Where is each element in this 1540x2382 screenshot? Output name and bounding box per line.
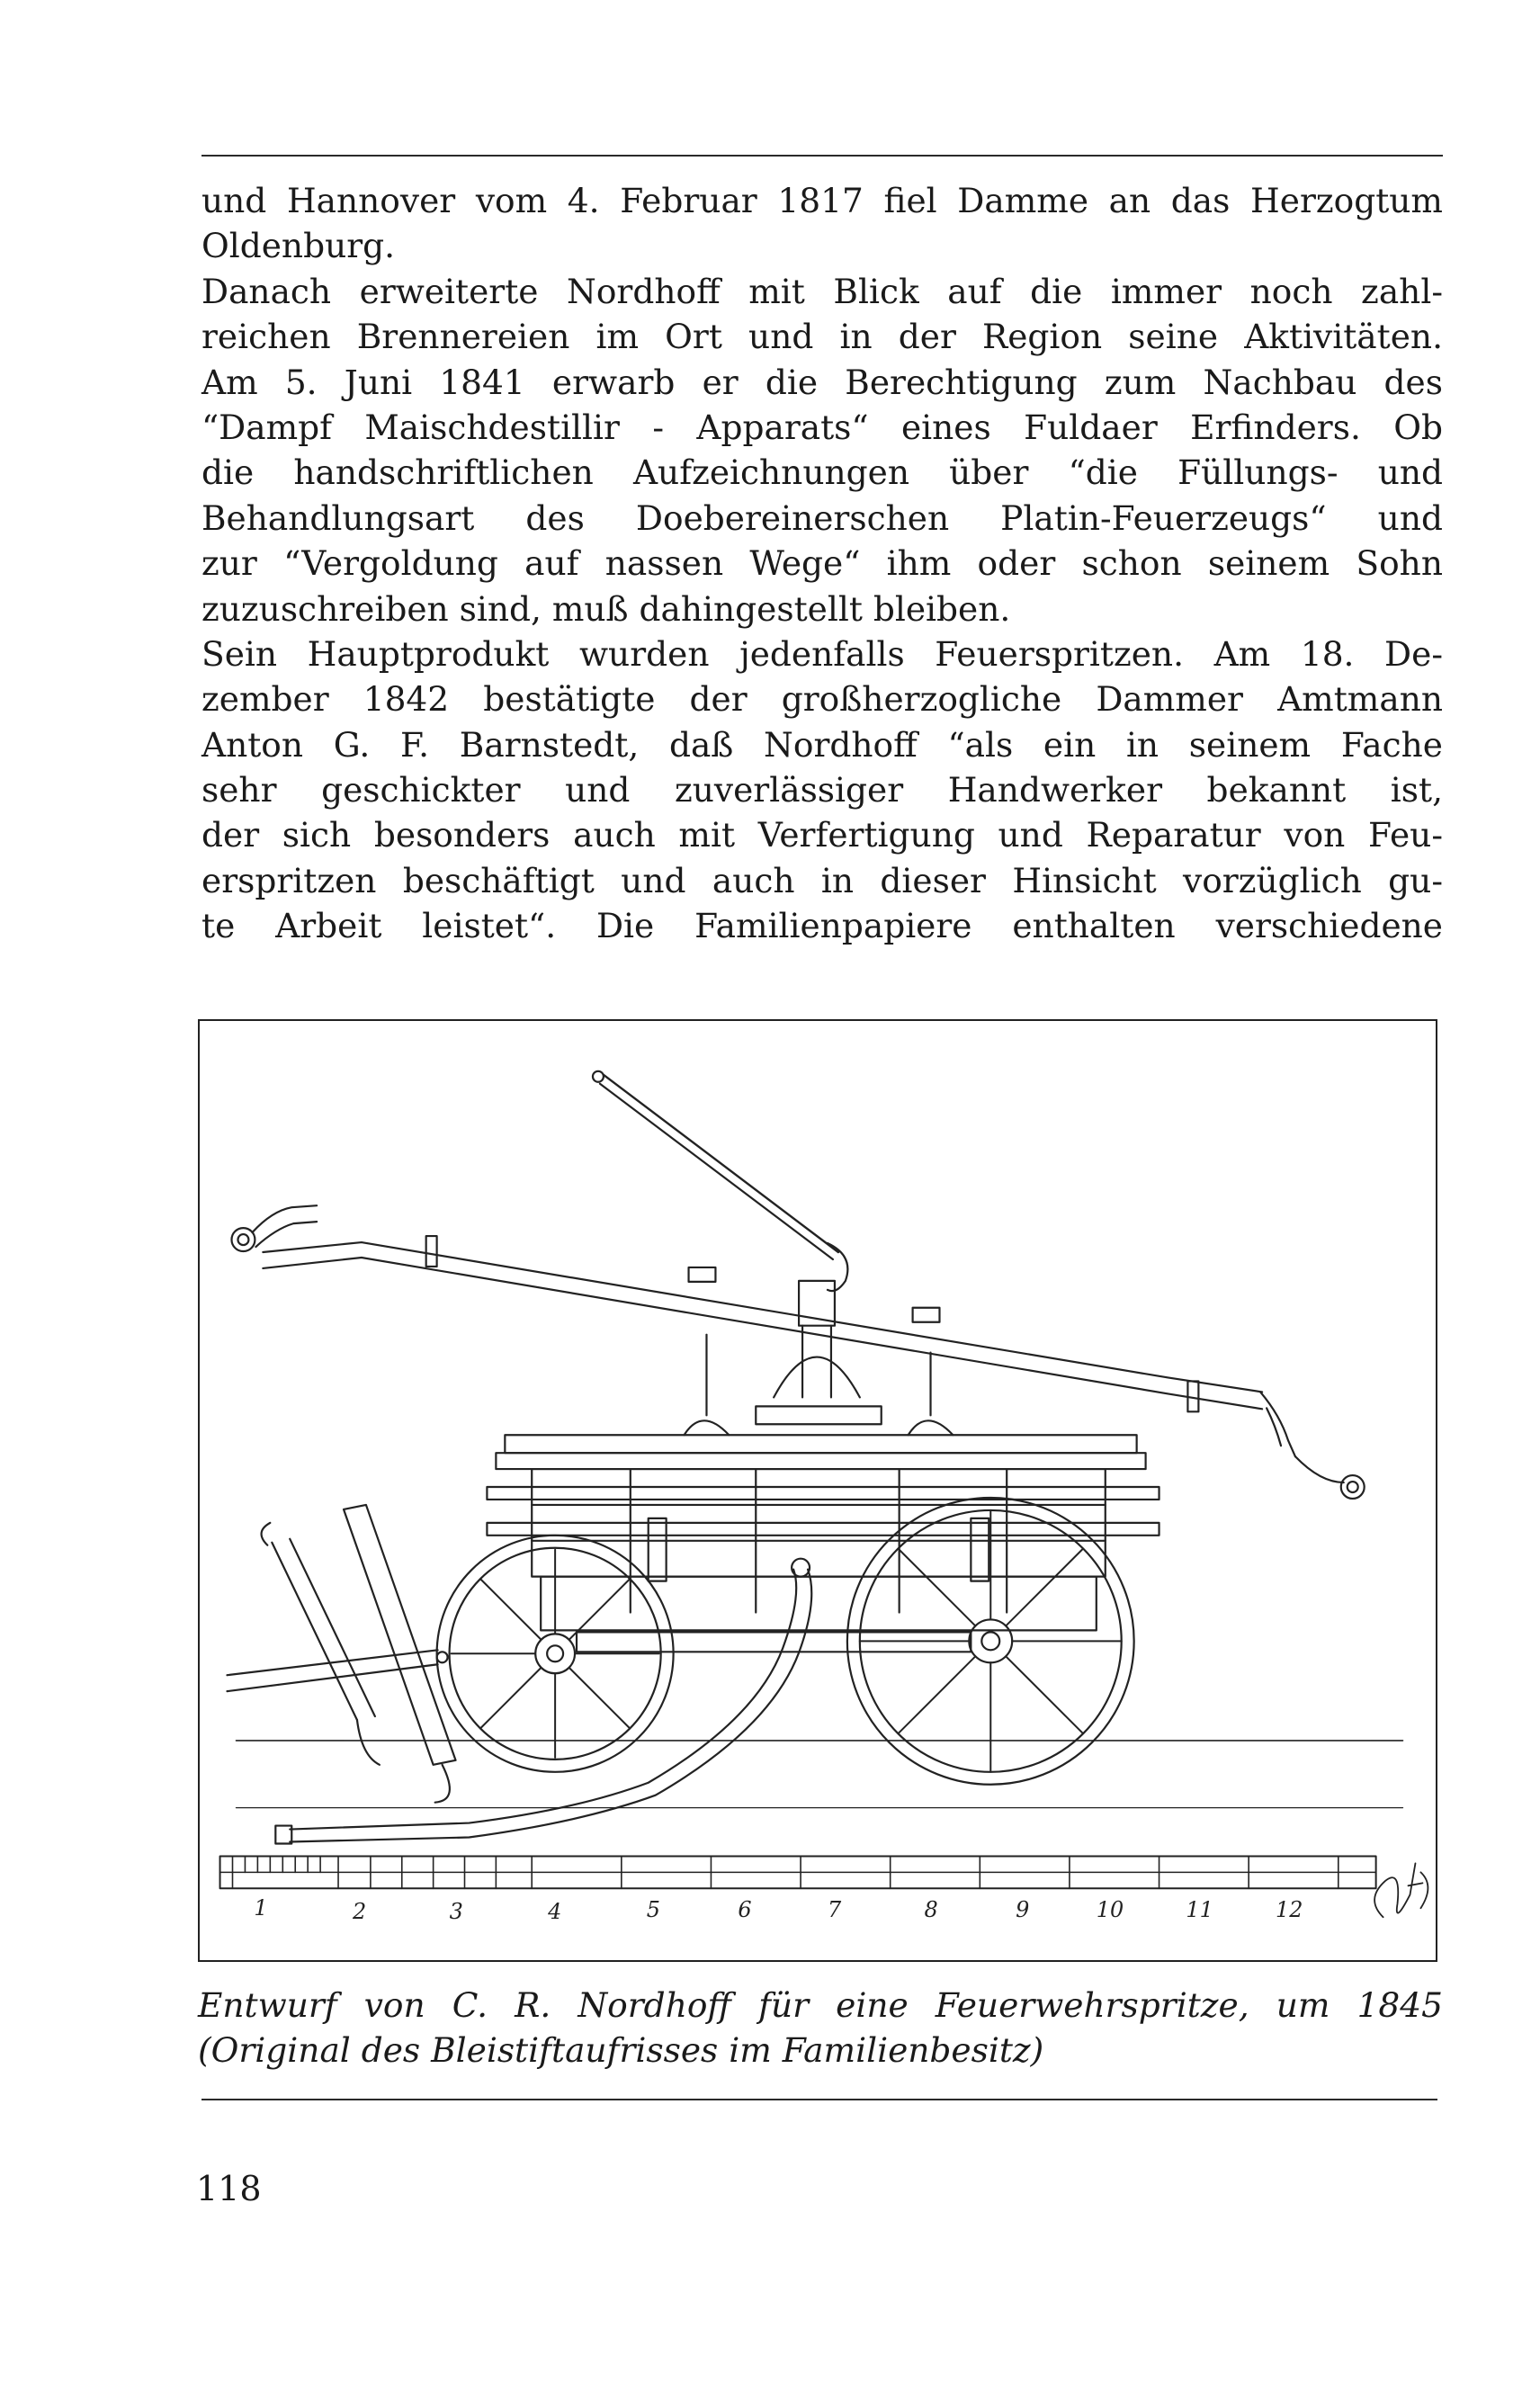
- scale-label: 3: [449, 1899, 463, 1925]
- scale-label: 4: [548, 1899, 562, 1925]
- text-line: zember 1842 bestätigte der großherzogliche Dammer Amtmann: [201, 679, 1443, 720]
- top-rule: [201, 155, 1443, 157]
- bottom-rule: [201, 2099, 1437, 2100]
- figure-caption: [198, 1983, 1443, 2073]
- text-line: Anton G. F. Barnstedt, daß Nordhoff “als ein in seinem Fache: [201, 724, 1443, 765]
- body-text: [201, 178, 1443, 949]
- text-line: Behandlungsart des Doebereinerschen Platin-Feuerzeugs“ und: [201, 497, 1443, 538]
- fire-engine-illustration: [200, 1021, 1436, 1960]
- fire-engine-drawing: [198, 1019, 1437, 1962]
- text-line: te Arbeit leistet“. Die Familienpapiere enthalten verschiedene: [201, 906, 1443, 946]
- scale-label: 7: [827, 1897, 842, 1923]
- text-line: Oldenburg.: [201, 226, 396, 266]
- scale-label: 6: [738, 1897, 752, 1923]
- scale-label: 9: [1016, 1897, 1030, 1923]
- text-line: und Hannover vom 4. Februar 1817 fiel Damme an das Herzogtum: [201, 181, 1443, 220]
- scale-label: 8: [924, 1897, 938, 1923]
- text-line: zur “Vergoldung auf nassen Wege“ ihm oder schon seinem Sohn: [201, 543, 1443, 584]
- scale-label: 11: [1186, 1897, 1213, 1923]
- scale-label: 1: [254, 1895, 268, 1921]
- text-line: reichen Brennereien im Ort und in der Region seine Aktivitäten.: [201, 317, 1443, 357]
- text-line: Am 5. Juni 1841 erwarb er die Berechtigung zum Nachbau des: [201, 362, 1443, 402]
- text-line: “Dampf Maischdestillir - Apparats“ eines Fuldaer Erfinders. Ob: [201, 407, 1443, 447]
- scale-label: 5: [646, 1897, 660, 1923]
- scale-label: 2: [352, 1899, 367, 1925]
- scale-label: 12: [1276, 1897, 1303, 1923]
- text-line: erspritzen beschäftigt und auch in dieser Hinsicht vorzüglich gu-: [201, 860, 1443, 900]
- text-line: Sein Hauptprodukt wurden jedenfalls Feuerspritzen. Am 18. De-: [201, 633, 1443, 674]
- caption-line: Entwurf von C. R. Nordhoff für eine Feuerwehrspritze, um 1845: [198, 1985, 1443, 2025]
- text-line: sehr geschickter und zuverlässiger Handwerker bekannt ist,: [201, 770, 1443, 810]
- page-number: 118: [196, 2169, 262, 2208]
- text-line: der sich besonders auch mit Verfertigung und Reparatur von Feu-: [201, 815, 1443, 855]
- text-line: die handschriftlichen Aufzeichnungen über “die Füllungs- und: [201, 452, 1443, 493]
- scale-label: 10: [1096, 1897, 1124, 1923]
- caption-line: (Original des Bleistiftaufrisses im Familienbesitz): [198, 2030, 1044, 2070]
- text-line: Danach erweiterte Nordhoff mit Blick auf die immer noch zahl-: [201, 271, 1443, 311]
- text-line: zuzuschreiben sind, muß dahingestellt bleiben.: [201, 588, 1011, 629]
